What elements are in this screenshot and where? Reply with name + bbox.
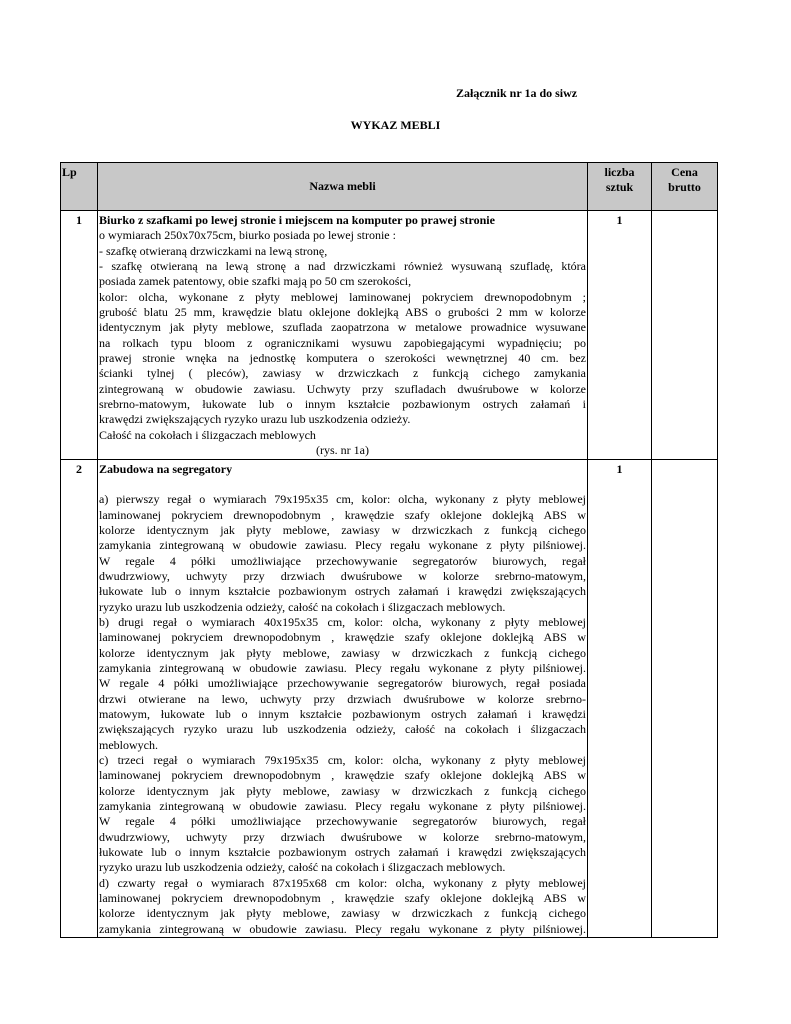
desc-line: zamykania zintegrowaną w obudowie zawiasu. Plecy regału wykonane z płyty pilśniowej. xyxy=(99,660,586,675)
desc-line: ścianki tylnej ( pleców), zawiasy w drzwiczkach z funkcją cichego zamykania xyxy=(99,366,586,381)
header-name xyxy=(98,163,588,211)
desc-line: krawędzi zwiększających ryzyko urazu lub uszkodzenia odzieży. xyxy=(99,412,411,427)
desc-line: laminowanej pokryciem drewnopodobnym , krawędzie szafy oklejone doklejką ABS w xyxy=(99,768,586,783)
row-number: 1 xyxy=(61,211,98,460)
figure-caption: (rys. nr 1a) xyxy=(316,443,369,458)
header-qty-line2: sztuk xyxy=(605,180,634,194)
desc-line: laminowanej pokryciem drewnopodobnym , krawędzie szafy oklejone doklejką ABS w xyxy=(99,630,586,645)
desc-line: kolorze identycznym jak płyty meblowe, zawiasy w drzwiczkach z funkcją cichego xyxy=(99,906,586,921)
table-header-row xyxy=(61,163,718,211)
header-price-line1: Cena xyxy=(671,165,698,179)
desc-line: o wymiarach 250x70x75cm, biurko posiada po lewej stronie : xyxy=(99,228,396,243)
item-title: Zabudowa na segregatory xyxy=(99,461,233,476)
item-price[interactable] xyxy=(652,211,718,460)
desc-line: dwudrzwiowy, uchwyty przy drzwiach dwuśrubowe w kolorze srebrno-matowym, xyxy=(99,829,586,844)
desc-line: - szafkę otwieraną drzwiczkami na lewą stronę, xyxy=(99,243,328,258)
desc-line: identycznym jak płyty meblowe, szuflada zaopatrzona w metalowe prowadnice wysuwane xyxy=(99,320,586,335)
header-qty xyxy=(588,163,652,211)
header-lp: Lp xyxy=(61,163,98,211)
item-title: Biurko z szafkami po lewej stronie i miejscem na komputer po prawej stronie xyxy=(99,213,495,227)
desc-line: ryzyko urazu lub uszkodzenia odzieży, całość na cokołach i ślizgaczach meblowych. xyxy=(99,860,506,875)
desc-line: matowym, łukowate lub o innym kształcie pozbawionym ostrych załamań i krawędzi xyxy=(99,707,586,721)
desc-line: kolor: olcha, wykonane z płyty meblowej laminowanej pokryciem drewnopodobnym ; xyxy=(99,289,586,304)
desc-line: posiada zamek patentowy, obie szafki mają po 50 cm szerokości, xyxy=(99,274,412,289)
desc-line: Całość na cokołach i ślizgaczach meblowych xyxy=(99,427,316,442)
desc-line: ryzyko urazu lub uszkodzenia odzieży, całość na cokołach i ślizgaczach meblowych. xyxy=(99,599,506,614)
desc-line: laminowanej pokryciem drewnopodobnym , krawędzie szafy oklejone doklejką ABS w xyxy=(99,891,586,906)
desc-line: b) drugi regał o wymiarach 40x195x35 cm, kolor: olcha, wykonany z płyty meblowej xyxy=(99,614,586,629)
header-qty-line1: liczba xyxy=(604,165,635,179)
item-description xyxy=(98,459,588,938)
desc-line: d) czwarty regał o wymiarach 87x195x68 cm kolor: olcha, wykonany z płyty meblowej xyxy=(99,875,586,890)
desc-line: kolorze identycznym jak płyty meblowe, zawiasy w drzwiczkach z funkcją cichego xyxy=(99,783,586,798)
desc-line: prawej stronie wnęka na jednostkę komputera o szerokości wewnętrznej 40 cm. bez xyxy=(99,351,586,366)
furniture-table xyxy=(60,162,718,938)
desc-line: - szafkę otwieraną na lewą stronę a nad drzwiczkami również wysuwaną szufladę, która xyxy=(99,259,586,274)
desc-line: a) pierwszy regał o wymiarach 79x195x35 cm, kolor: olcha, wykonany z płyty meblowej xyxy=(99,492,586,507)
desc-line: srebrno-matowym, łukowate lub o innym kształcie pozbawionym ostrych załamań i xyxy=(99,397,586,412)
desc-line: dwudrzwiowy, uchwyty przy drzwiach dwuśrubowe w kolorze srebrno-matowym, xyxy=(99,568,586,583)
header-price-line2: brutto xyxy=(668,180,701,194)
item-description xyxy=(98,211,588,460)
table-row xyxy=(61,459,718,938)
desc-line: łukowate lub o innym kształcie pozbawionym ostrych załamań i krawędzi zwiększających xyxy=(99,584,586,599)
desc-line: zamykania zintegrowaną w obudowie zawiasu. Plecy regału wykonane z płyty pilśniowej. xyxy=(99,921,586,936)
desc-line: grubość blatu 25 mm, krawędzie blatu oklejone doklejką ABS o grubości 2 mm w kolorze xyxy=(99,305,586,320)
desc-line: c) trzeci regał o wymiarach 79x195x35 cm, kolor: olcha, wykonany z płyty meblowej xyxy=(99,753,586,768)
desc-line: W regale 4 półki umożliwiające przechowywanie segregatorów biurowych, regał posiada xyxy=(99,676,586,691)
desc-line: łukowate lub o innym kształcie pozbawionym ostrych załamań i krawędzi zwiększających xyxy=(99,845,586,860)
item-quantity: 1 xyxy=(588,211,652,460)
desc-line: kolorze identycznym jak płyty meblowe, zawiasy w drzwiczkach z funkcją cichego xyxy=(99,645,586,660)
header-name-label: Nazwa mebli xyxy=(309,178,376,193)
document-title: WYKAZ MEBLI xyxy=(350,118,441,132)
table-row xyxy=(61,211,718,460)
desc-line: zintegrowaną w obudowie zawiasu. Uchwyty przy szufladach dwuśrubowe w kolorze xyxy=(99,381,586,396)
desc-line: drzwi otwierane na lewo, uchwyty przy drzwiach dwuśrubowe w kolorze srebrno- xyxy=(99,691,586,706)
desc-line: W regale 4 półki umożliwiające przechowywanie segregatorów biurowych, regał xyxy=(99,814,586,829)
desc-line: laminowanej pokryciem drewnopodobnym , krawędzie szafy oklejone doklejką ABS w xyxy=(99,507,586,522)
attachment-label: Załącznik nr 1a do siwz xyxy=(456,86,578,100)
header-price xyxy=(652,163,718,211)
row-number: 2 xyxy=(61,459,98,938)
desc-line: zwiększających ryzyko urazu lub uszkodzenia odzieży, całość na cokołach i ślizgaczach xyxy=(99,722,586,737)
desc-line: meblowych. xyxy=(99,737,158,752)
desc-line: W regale 4 półki umożliwiające przechowywanie segregatorów biurowych, regał xyxy=(99,553,586,568)
item-quantity: 1 xyxy=(588,459,652,938)
blank-line xyxy=(99,477,586,492)
desc-line: na rolkach typu bloom z ogranicznikami wysuwu zapobiegającymi wypadnięciu; po xyxy=(99,335,586,350)
desc-line: kolorze identycznym jak płyty meblowe, zawiasy w drzwiczkach z funkcją cichego xyxy=(99,522,586,537)
item-price[interactable] xyxy=(652,459,718,938)
desc-line: zamykania zintegrowaną w obudowie zawiasu. Plecy regału wykonane z płyty pilśniowej. xyxy=(99,538,586,553)
desc-line: zamykania zintegrowaną w obudowie zawiasu. Plecy regału wykonane z płyty pilśniowej. xyxy=(99,799,586,814)
